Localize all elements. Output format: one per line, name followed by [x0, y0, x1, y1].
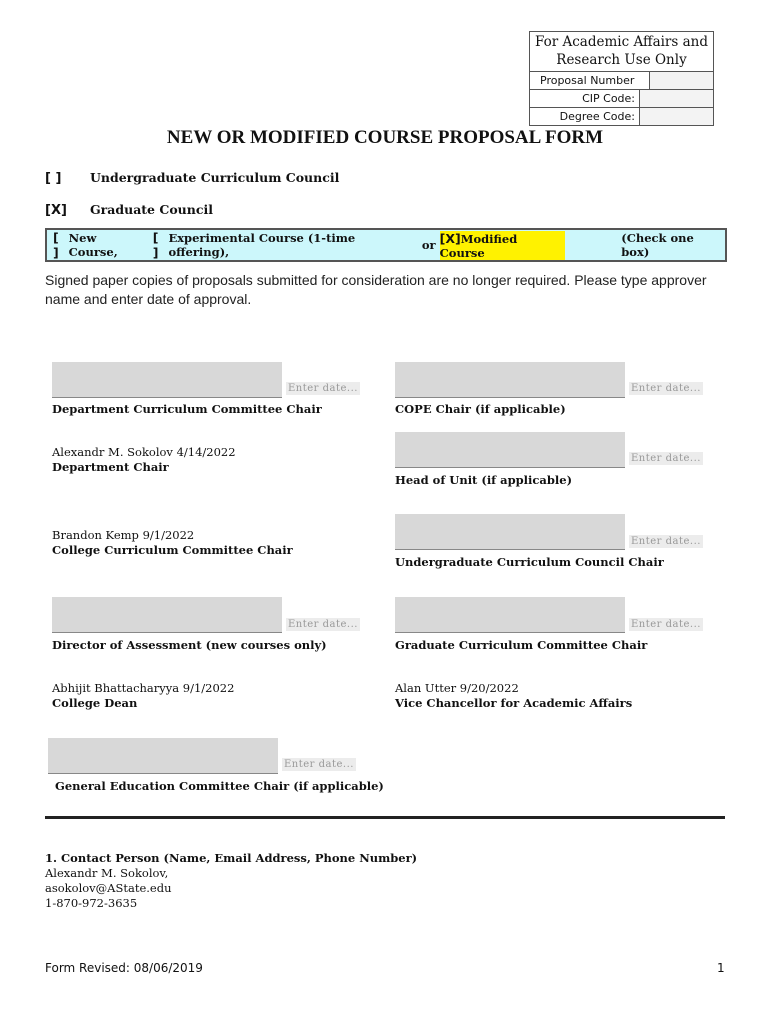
- course-type-box: [45, 228, 727, 262]
- cip-code-row: [530, 90, 713, 108]
- contact-heading: 1. Contact Person (Name, Email Address, Phone Number): [45, 851, 418, 865]
- contact-email[interactable]: asokolov@AState.edu: [45, 881, 172, 895]
- head-unit-role: Head of Unit (if applicable): [395, 473, 573, 487]
- page-number: 1: [717, 961, 725, 975]
- dept-curriculum-signature-field[interactable]: [52, 362, 282, 398]
- assessment-signature-field[interactable]: [52, 597, 282, 633]
- vice-chancellor-signature[interactable]: Alan Utter 9/20/2022: [395, 681, 519, 695]
- grad-curriculum-signature-field[interactable]: [395, 597, 625, 633]
- gen-ed-role: General Education Committee Chair (if applicable): [55, 779, 384, 793]
- form-title: NEW OR MODIFIED COURSE PROPOSAL FORM: [166, 127, 604, 148]
- degree-code-field[interactable]: [640, 108, 713, 125]
- cope-date-field[interactable]: Enter date...: [631, 383, 701, 394]
- graduate-council-label: Graduate Council: [90, 202, 213, 217]
- graduate-council-checkbox[interactable]: [X]: [45, 203, 67, 218]
- college-dean-signature[interactable]: Abhijit Bhattacharyya 9/1/2022: [52, 681, 235, 695]
- head-unit-signature-field[interactable]: [395, 432, 625, 468]
- modified-course-checkbox[interactable]: [X]: [439, 230, 461, 246]
- gen-ed-date-field[interactable]: Enter date...: [284, 759, 354, 770]
- college-dean-role: College Dean: [52, 696, 138, 710]
- contact-section: [45, 851, 417, 911]
- signature-notice: Signed paper copies of proposals submitted for consideration are no longer required. Please type approver name and enter date of approval.: [45, 272, 707, 307]
- section-divider: [45, 816, 725, 819]
- new-course-checkbox[interactable]: [ ]: [53, 230, 59, 260]
- dept-curriculum-date-field[interactable]: Enter date...: [288, 383, 358, 394]
- dept-curriculum-role: Department Curriculum Committee Chair: [52, 402, 322, 416]
- cip-code-field[interactable]: [640, 90, 713, 107]
- contact-phone[interactable]: 1-870-972-3635: [45, 896, 138, 910]
- cope-role: COPE Chair (if applicable): [395, 402, 566, 416]
- experimental-course-label: Experimental Course (1-time offering),: [168, 231, 356, 259]
- proposal-number-label: Proposal Number: [530, 72, 650, 89]
- ucc-chair-role: Undergraduate Curriculum Council Chair: [395, 555, 664, 569]
- council-option-undergraduate[interactable]: [45, 170, 339, 186]
- grad-curriculum-date-field[interactable]: Enter date...: [631, 619, 701, 630]
- cip-code-label: CIP Code:: [530, 90, 640, 107]
- undergrad-council-label: Undergraduate Curriculum Council: [90, 170, 340, 185]
- council-option-graduate[interactable]: [45, 202, 213, 218]
- or-text: or: [421, 238, 436, 252]
- gen-ed-signature-field[interactable]: [48, 738, 278, 774]
- proposal-number-row: [530, 72, 713, 90]
- cope-signature-field[interactable]: [395, 362, 625, 398]
- modified-course-label: Modified Course: [439, 231, 518, 260]
- head-unit-date-field[interactable]: Enter date...: [631, 453, 701, 464]
- college-curriculum-role: College Curriculum Committee Chair: [52, 543, 293, 557]
- proposal-number-field[interactable]: [650, 72, 713, 89]
- contact-name[interactable]: Alexandr M. Sokolov,: [45, 866, 169, 880]
- admin-use-box: [529, 31, 714, 126]
- dept-chair-role: Department Chair: [52, 460, 169, 474]
- new-course-label: New Course,: [68, 231, 118, 259]
- assessment-role: Director of Assessment (new courses only): [52, 638, 327, 652]
- grad-curriculum-role: Graduate Curriculum Committee Chair: [395, 638, 648, 652]
- vice-chancellor-role: Vice Chancellor for Academic Affairs: [395, 696, 633, 710]
- check-one-instruction: (Check one box): [621, 231, 694, 259]
- assessment-date-field[interactable]: Enter date...: [288, 619, 358, 630]
- admin-box-heading: For Academic Affairs and Research Use Only: [530, 32, 713, 72]
- form-revised-date: Form Revised: 08/06/2019: [45, 961, 203, 975]
- ucc-chair-date-field[interactable]: Enter date...: [631, 536, 701, 547]
- undergrad-council-checkbox[interactable]: [ ]: [45, 171, 62, 186]
- ucc-chair-signature-field[interactable]: [395, 514, 625, 550]
- degree-code-row: [530, 108, 713, 125]
- experimental-course-checkbox[interactable]: [ ]: [152, 230, 159, 260]
- college-curriculum-signature[interactable]: Brandon Kemp 9/1/2022: [52, 528, 195, 542]
- degree-code-label: Degree Code:: [530, 108, 640, 125]
- dept-chair-signature[interactable]: Alexandr M. Sokolov 4/14/2022: [52, 445, 236, 459]
